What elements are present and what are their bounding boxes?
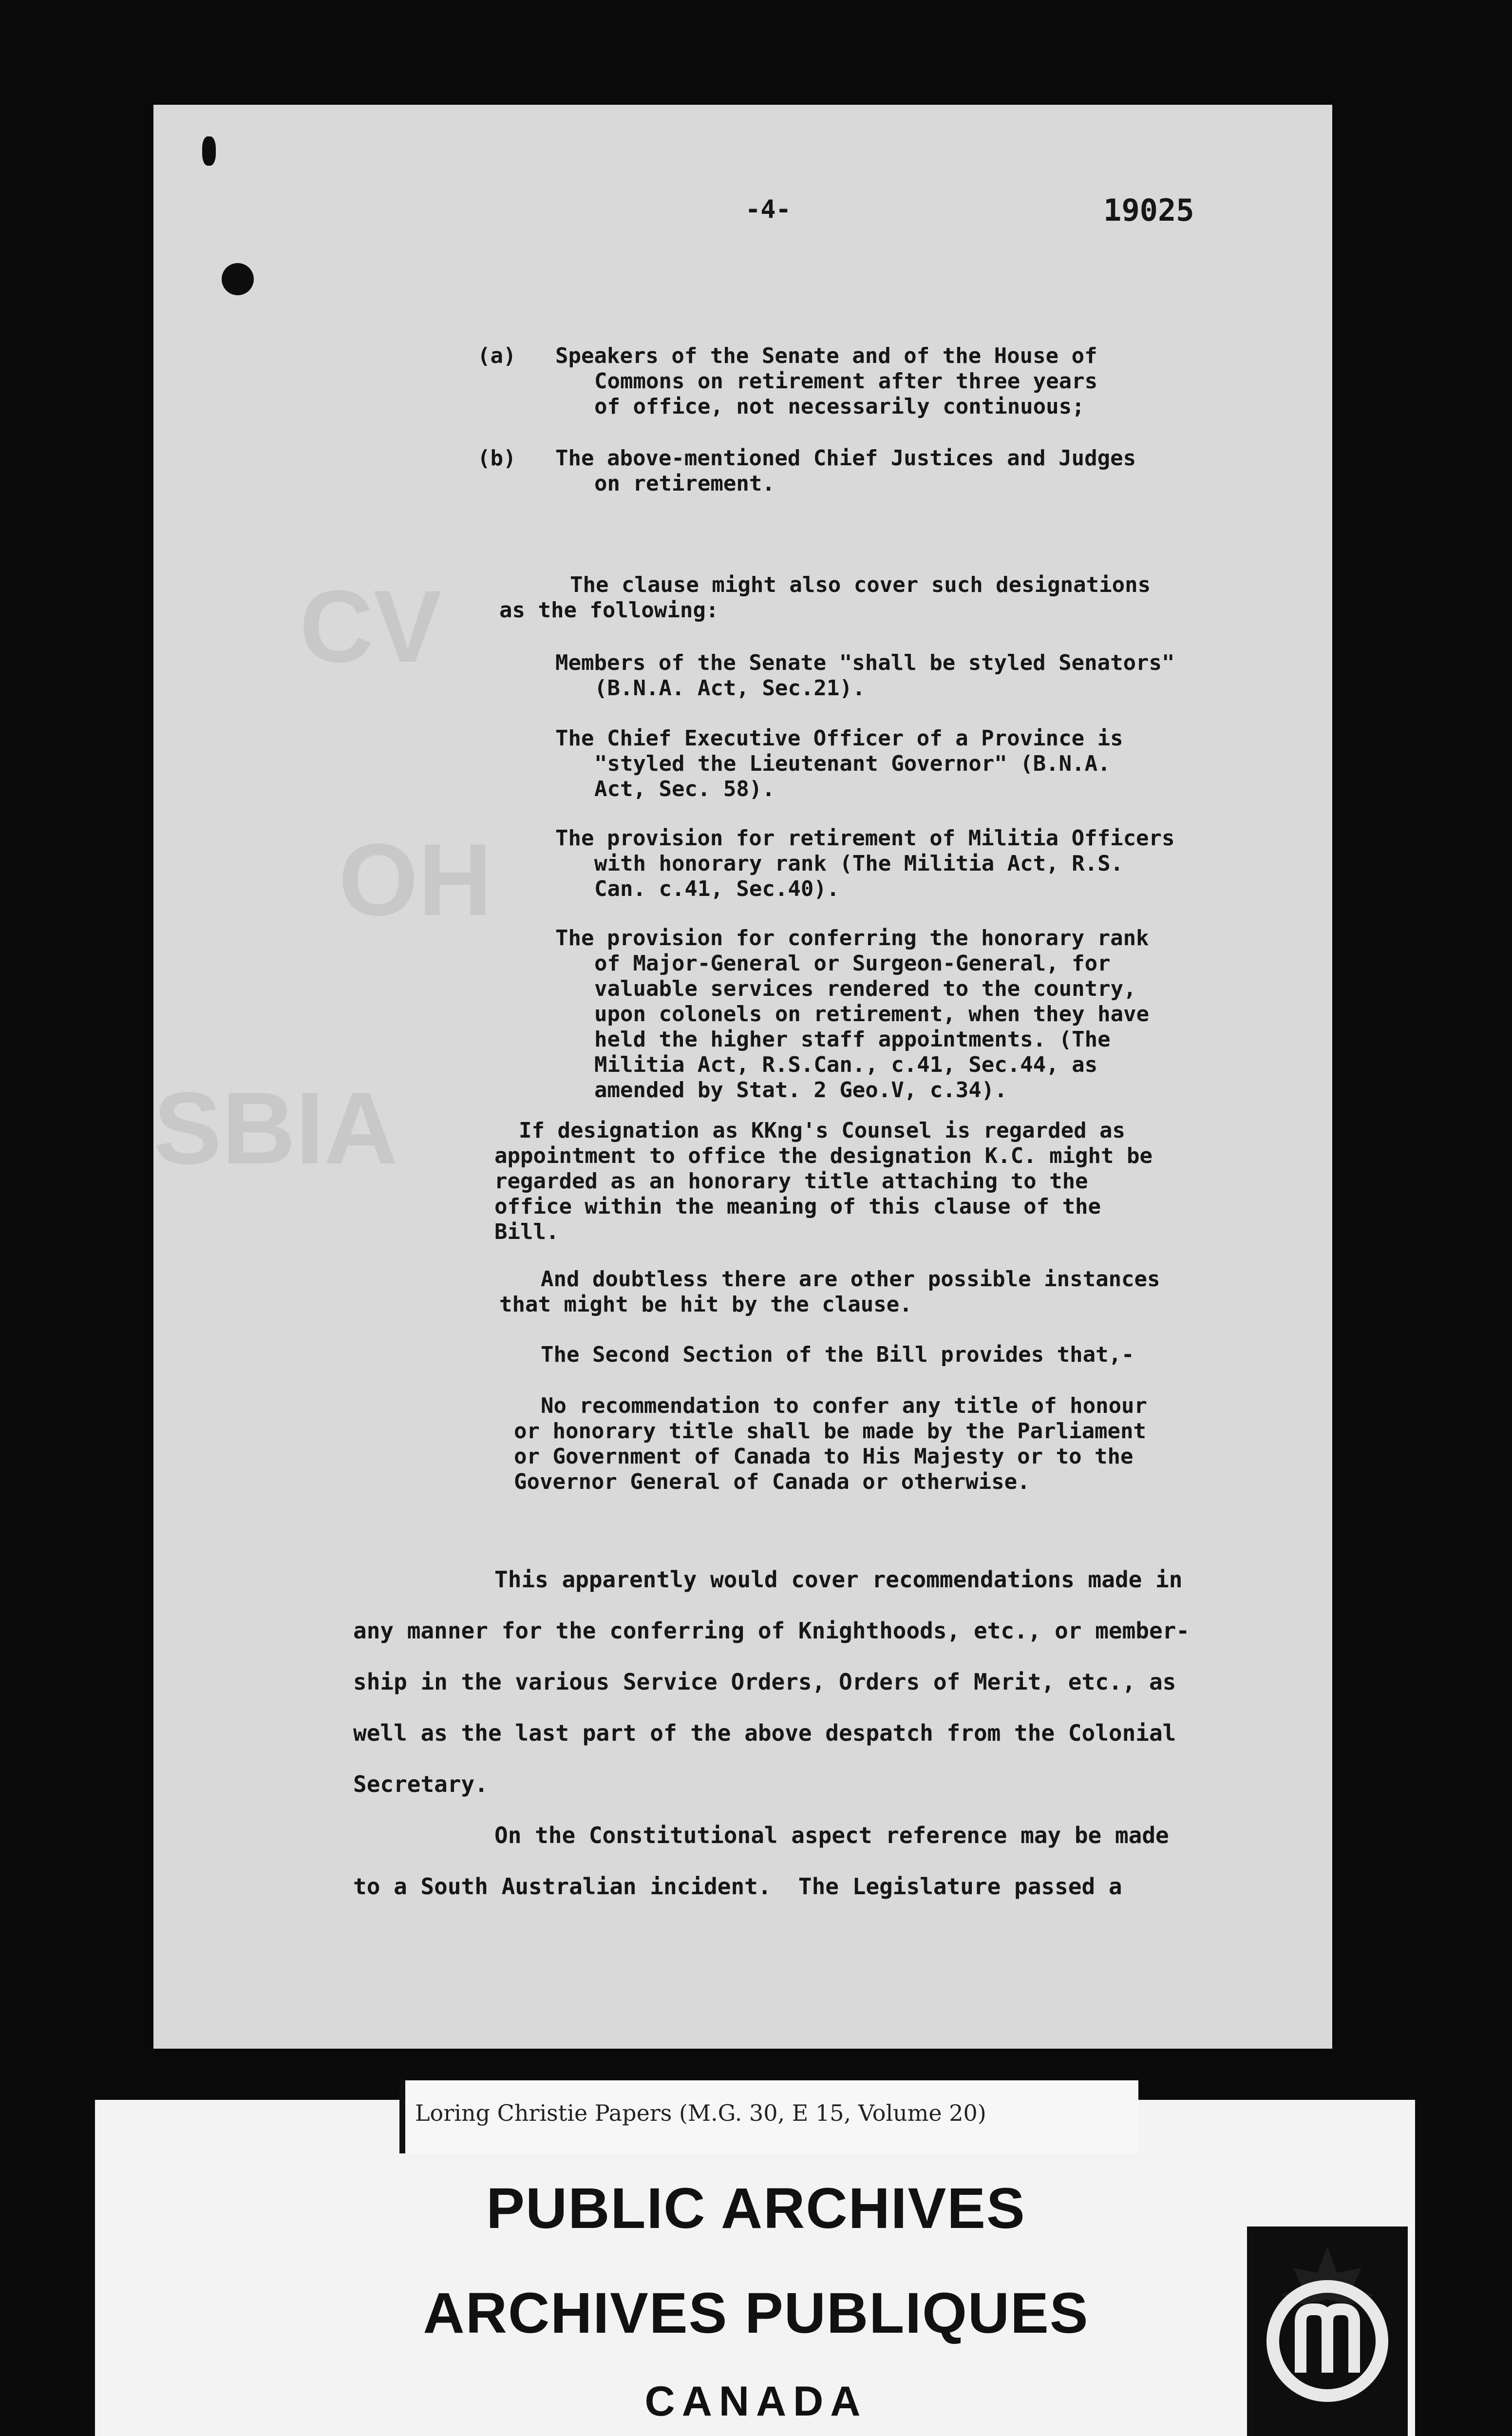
quote-line: Militia Act, R.S.Can., c.41, Sec.44, as <box>594 1052 1098 1077</box>
paragraph-line: that might be hit by the clause. <box>499 1292 912 1317</box>
punch-hole-mark <box>222 263 254 295</box>
quote-line: held the higher staff appointments. (The <box>594 1027 1111 1052</box>
list-marker: (a) <box>477 343 516 368</box>
body-line: On the Constitutional aspect reference may be made <box>494 1822 1169 1848</box>
ink-blot-mark <box>202 136 216 166</box>
bleed-through-mark: CV <box>300 569 442 684</box>
paragraph-line: regarded as an honorary title attaching to the <box>494 1169 1088 1194</box>
quote-line: Can. c.41, Sec.40). <box>594 876 840 901</box>
list-item-line: The above-mentioned Chief Justices and Judges <box>555 446 1136 471</box>
body-line: well as the last part of the above despatch from the Colonial <box>353 1720 1176 1746</box>
paragraph-line: office within the meaning of this clause of the <box>494 1194 1101 1219</box>
quote-line: Act, Sec. 58). <box>594 777 775 801</box>
quote-line: "styled the Lieutenant Governor" (B.N.A. <box>594 751 1111 776</box>
paragraph-line: as the following: <box>499 598 719 623</box>
paragraph-line: appointment to office the designation K.C. might be <box>494 1143 1153 1168</box>
paragraph-line: or Government of Canada to His Majesty or to the <box>514 1444 1134 1469</box>
archive-name-english: PUBLIC ARCHIVES <box>486 2176 1026 2241</box>
quote-line: with honorary rank (The Militia Act, R.S. <box>594 851 1124 876</box>
paragraph-line: No recommendation to confer any title of honour <box>541 1393 1148 1418</box>
collection-strip <box>399 2080 1138 2153</box>
paragraph-line: Bill. <box>494 1219 559 1244</box>
quote-line: (B.N.A. Act, Sec.21). <box>594 676 866 701</box>
page-number: -4- <box>745 195 791 224</box>
list-item-line: Commons on retirement after three years <box>594 369 1098 394</box>
quote-line: valuable services rendered to the country, <box>594 976 1136 1001</box>
quote-line: Members of the Senate "shall be styled Senators" <box>555 650 1175 675</box>
archive-country: CANADA <box>644 2378 868 2425</box>
body-line: to a South Australian incident. The Legislature passed a <box>353 1873 1122 1900</box>
quote-line: amended by Stat. 2 Geo.V, c.34). <box>594 1078 1007 1103</box>
quote-line: of Major-General or Surgeon-General, for <box>594 951 1111 976</box>
bleed-through-mark: OH <box>339 822 492 937</box>
body-line: any manner for the conferring of Knighthoods, etc., or member- <box>353 1618 1190 1644</box>
body-line: Secretary. <box>353 1771 488 1797</box>
quote-line: The Chief Executive Officer of a Province is <box>555 726 1123 751</box>
list-item-line: of office, not necessarily continuous; <box>594 394 1085 419</box>
paragraph-line: And doubtless there are other possible instances <box>541 1267 1160 1292</box>
bleed-through-mark: SBIA <box>153 1071 398 1185</box>
list-item-line: Speakers of the Senate and of the House of <box>555 343 1097 368</box>
paragraph-line: The clause might also cover such designations <box>570 572 1151 597</box>
paragraph-line: or honorary title shall be made by the Parliament <box>514 1419 1147 1444</box>
list-marker: (b) <box>477 446 516 471</box>
list-item-line: on retirement. <box>594 471 775 496</box>
body-line: This apparently would cover recommendations made in <box>494 1566 1183 1593</box>
paragraph-line: Governor General of Canada or otherwise. <box>514 1469 1030 1494</box>
quote-line: The provision for retirement of Militia Officers <box>555 826 1175 851</box>
archive-name-french: ARCHIVES PUBLIQUES <box>423 2281 1089 2345</box>
quote-line: The provision for conferring the honorary rank <box>555 926 1149 951</box>
document-number: 19025 <box>1103 192 1194 228</box>
document-page <box>153 105 1332 2049</box>
paragraph-line: The Second Section of the Bill provides that,- <box>541 1342 1134 1367</box>
collection-reference: Loring Christie Papers (M.G. 30, E 15, Volume 20) <box>415 2100 986 2126</box>
body-line: ship in the various Service Orders, Orders of Merit, etc., as <box>353 1669 1176 1695</box>
archives-maple-leaf-logo-icon <box>1247 2227 1408 2436</box>
paragraph-line: If designation as KKng's Counsel is regarded as <box>519 1118 1126 1143</box>
quote-line: upon colonels on retirement, when they have <box>594 1002 1150 1027</box>
